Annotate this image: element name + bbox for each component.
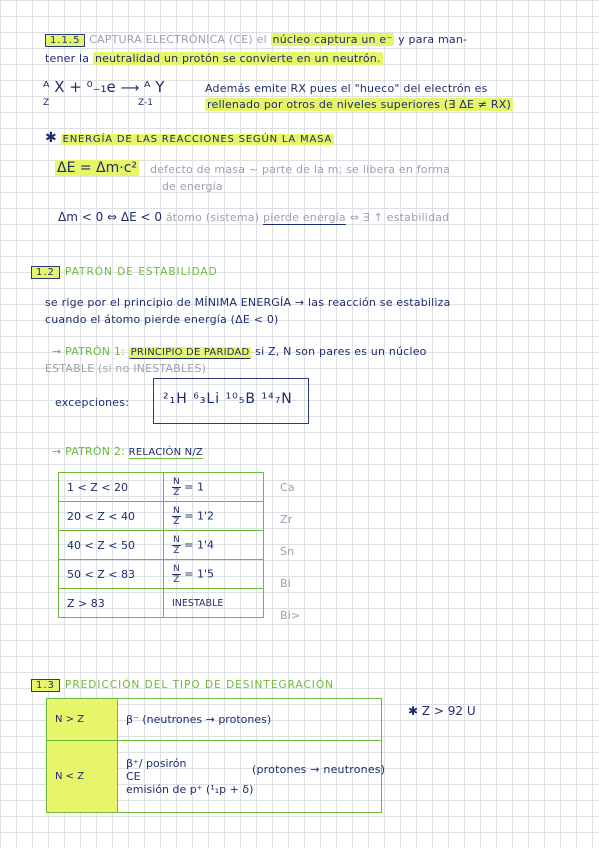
ratio-fraction: $\frac{N}{Z}$ bbox=[173, 534, 180, 556]
ratio-value-cell bbox=[164, 531, 264, 560]
energy-rule-underlined: pierde energía bbox=[263, 211, 346, 224]
ratio-value-cell bbox=[164, 473, 264, 502]
table-row bbox=[59, 531, 264, 560]
decay-value-cell bbox=[118, 741, 382, 813]
exceptions-list: ²₁H ⁶₃Li ¹⁰₅B ¹⁴₇N bbox=[163, 391, 293, 407]
capture-line-1 bbox=[45, 33, 467, 47]
energy-formula-text: ΔE = Δm·c² bbox=[57, 160, 138, 176]
equation-left: ᴬ X + ⁰₋₁e bbox=[43, 78, 116, 96]
ratio-elem-1: Zr bbox=[280, 513, 293, 526]
decay-value: β⁻ (neutrones → protones) bbox=[118, 699, 382, 741]
ratio-elem-2: Sn bbox=[280, 545, 295, 558]
arrow-icon: ⟶ bbox=[120, 81, 140, 96]
pattern-1-line bbox=[52, 345, 427, 358]
energy-rule-end: ⇔ ∃ ↑ estabilidad bbox=[349, 211, 450, 224]
ratio-fraction: $\frac{N}{Z}$ bbox=[173, 505, 180, 527]
stability-text-2: cuando el átomo pierde energía (ΔE < 0) bbox=[45, 313, 279, 326]
ratio-elem-3: Bi bbox=[280, 577, 292, 590]
equation-right: ᴬ Y bbox=[143, 78, 165, 96]
energy-formula bbox=[55, 160, 139, 176]
table-row bbox=[59, 502, 264, 531]
decay-side-note: (protones → neutrones) bbox=[252, 763, 386, 776]
z-note: ✱ Z > 92 U bbox=[408, 704, 476, 718]
ratio-value: = 1'4 bbox=[184, 538, 214, 551]
table-row bbox=[59, 589, 264, 618]
capture-text-1b: y para man- bbox=[398, 33, 468, 46]
energy-rule bbox=[58, 210, 449, 224]
equation-z: Z bbox=[43, 98, 50, 108]
ratio-table bbox=[58, 472, 264, 618]
decay-condition: N > Z bbox=[47, 699, 118, 741]
capture-desc-2-text: rellenado por otros de niveles superiores (∃ ΔE ≠ RX) bbox=[207, 98, 511, 111]
pattern-2-line bbox=[52, 445, 203, 458]
pattern-1-label: → PATRÓN 1: bbox=[52, 345, 125, 358]
energy-rule-left: Δm < 0 ⇔ ΔE < 0 bbox=[58, 210, 163, 224]
ratio-range: 1 < Z < 20 bbox=[59, 473, 164, 502]
ratio-value: = 1'2 bbox=[184, 509, 214, 522]
capture-desc-2 bbox=[205, 98, 513, 111]
stability-text-1: se rige por el principio de MÍNIMA ENERGÍA → las reacción se estabiliza bbox=[45, 296, 451, 309]
decay-line-1: β⁺/ posirón bbox=[126, 757, 187, 770]
ratio-range: Z > 83 bbox=[59, 589, 164, 618]
section-12-heading bbox=[31, 260, 218, 279]
capture-text-2a: tener la bbox=[45, 52, 90, 65]
capture-highlight-1: núcleo captura un e⁻ bbox=[272, 33, 393, 46]
ratio-fraction: $\frac{N}{Z}$ bbox=[173, 476, 180, 498]
ratio-value-cell bbox=[164, 502, 264, 531]
decay-line-2: CE bbox=[126, 770, 141, 783]
pattern-1-text-2: ESTABLE (si no INESTABLES) bbox=[45, 362, 207, 375]
table-row bbox=[59, 473, 264, 502]
ratio-range: 50 < Z < 83 bbox=[59, 560, 164, 589]
section-12-title: PATRÓN DE ESTABILIDAD bbox=[65, 266, 218, 278]
ratio-value-cell bbox=[164, 560, 264, 589]
decay-condition: N < Z bbox=[47, 741, 118, 813]
ratio-fraction: $\frac{N}{Z}$ bbox=[173, 563, 180, 585]
exceptions-label: excepciones: bbox=[55, 396, 130, 409]
table-row bbox=[47, 741, 382, 813]
section-13-title: PREDICCIÓN DEL TIPO DE DESINTEGRACIÓN bbox=[65, 679, 335, 691]
table-row bbox=[59, 560, 264, 589]
ratio-elem-0: Ca bbox=[280, 481, 295, 494]
pattern-2-title: RELACIÓN N/Z bbox=[128, 447, 203, 458]
ratio-elem-4: Bi> bbox=[280, 609, 301, 622]
capture-highlight-2: neutralidad un protón se convierte en un neutrón. bbox=[94, 52, 381, 65]
ratio-value: = 1 bbox=[184, 480, 204, 493]
pattern-1-title: PRINCIPIO DE PARIDAD bbox=[130, 347, 250, 358]
energy-title: ENERGÍA DE LAS REACCIONES SEGÚN LA MASA bbox=[62, 134, 333, 145]
ratio-value: INESTABLE bbox=[164, 589, 264, 618]
section-13-heading bbox=[31, 673, 334, 692]
decay-table bbox=[46, 698, 382, 813]
section-number-12: 1.2 bbox=[31, 266, 60, 279]
energy-note-2: de energía bbox=[162, 180, 223, 193]
energy-rule-text: átomo (sistema) bbox=[165, 211, 260, 224]
equation-sub: Z-1 bbox=[138, 98, 153, 108]
table-row bbox=[47, 699, 382, 741]
capture-title: CAPTURA ELECTRÓNICA (CE) el bbox=[89, 33, 267, 46]
energy-heading bbox=[45, 130, 334, 146]
pattern-2-label: → PATRÓN 2: bbox=[52, 445, 125, 458]
ratio-value: = 1'5 bbox=[184, 567, 214, 580]
capture-desc-1: Además emite RX pues el "hueco" del electrón es bbox=[205, 82, 488, 95]
pattern-1-text: si Z, N son pares es un núcleo bbox=[255, 345, 427, 358]
capture-line-2 bbox=[45, 52, 383, 65]
section-number-115: 1.1.5 bbox=[45, 34, 85, 47]
decay-line-3: emisión de p⁺ (¹₁p + δ) bbox=[126, 783, 254, 796]
star-icon: ✱ bbox=[45, 130, 57, 146]
capture-equation bbox=[43, 78, 164, 96]
section-number-13: 1.3 bbox=[31, 679, 60, 692]
ratio-range: 40 < Z < 50 bbox=[59, 531, 164, 560]
ratio-range: 20 < Z < 40 bbox=[59, 502, 164, 531]
energy-note-1: defecto de masa ~ parte de la m; se libera en forma bbox=[150, 163, 451, 176]
